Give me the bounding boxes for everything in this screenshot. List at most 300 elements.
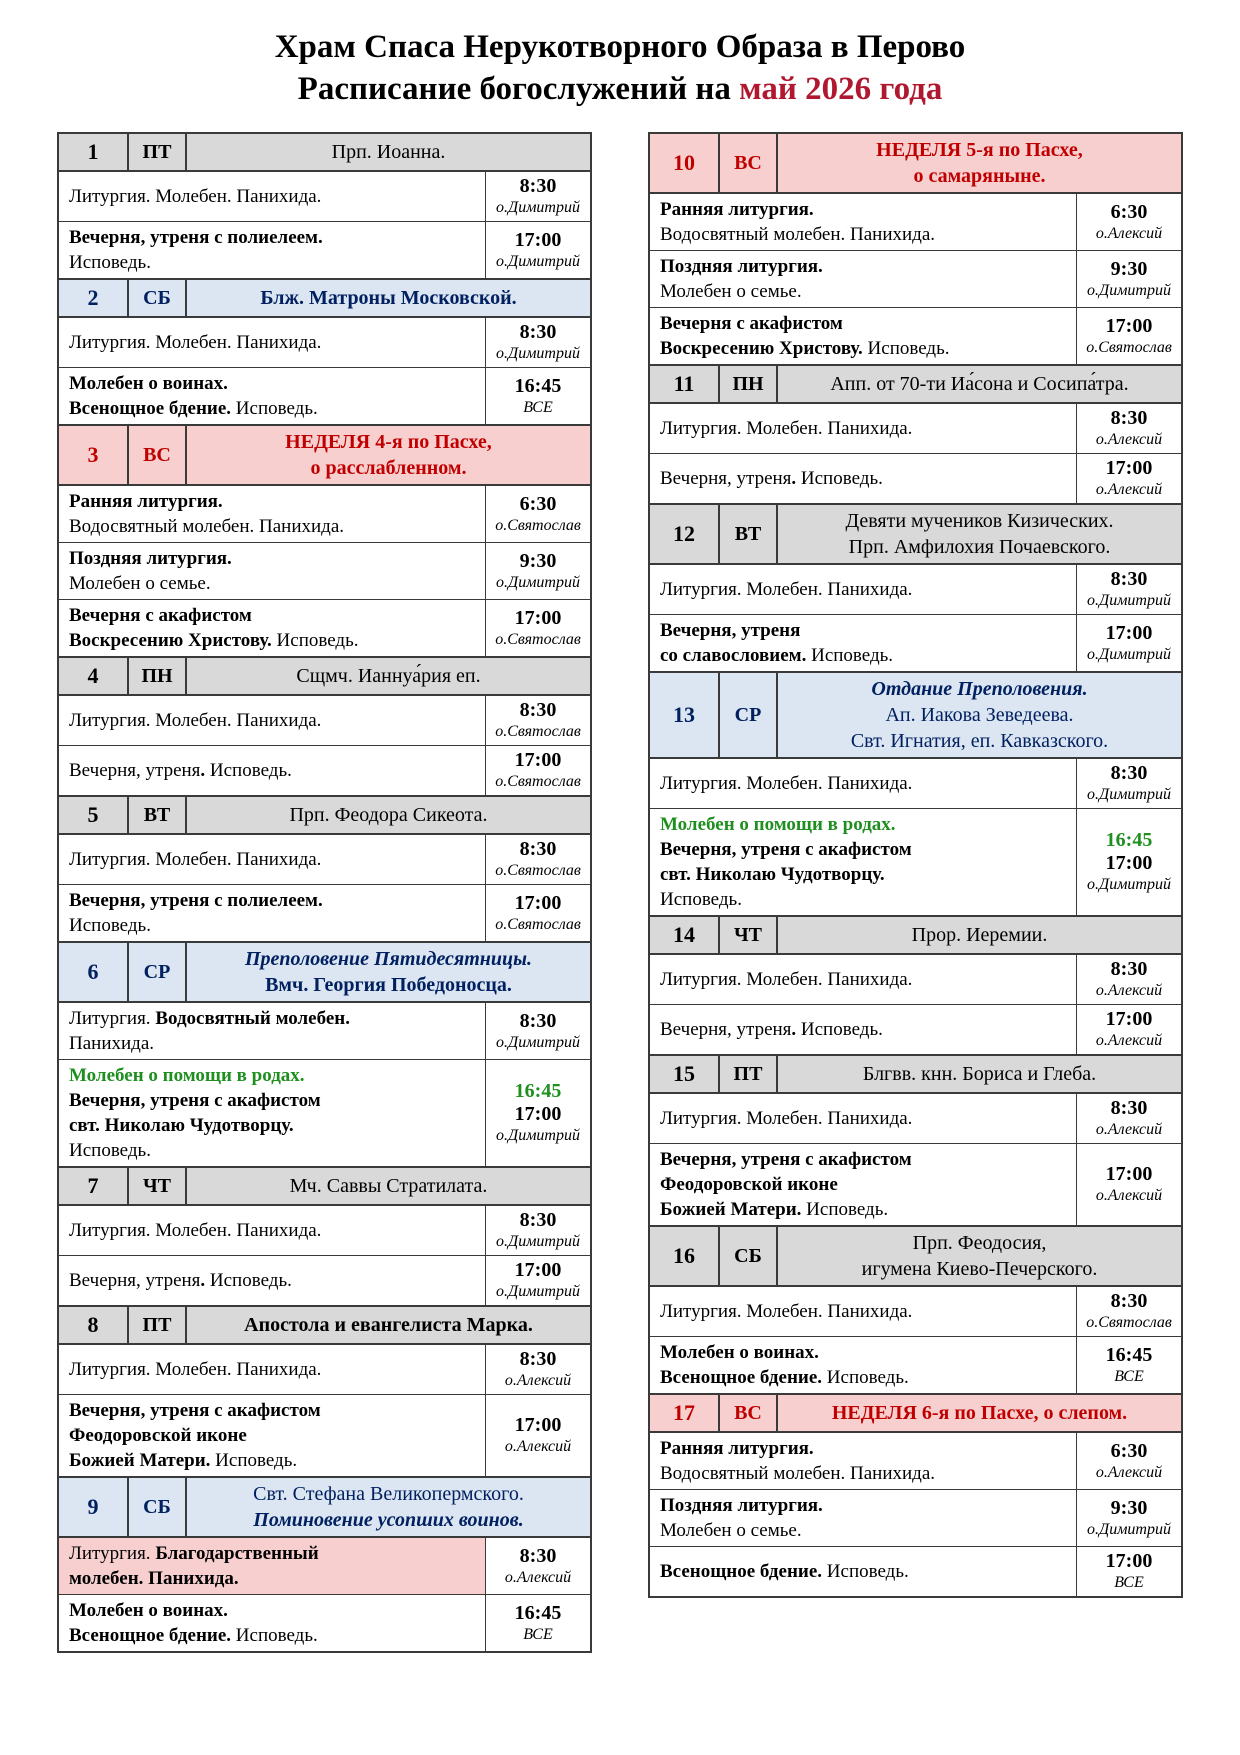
service-text-segment: Божией Матери. [69,1450,211,1471]
service-text-segment: Исповедь. [69,252,151,273]
service-text-segment: Водосвятный молебен. [155,1008,350,1029]
service-desc [59,1345,486,1394]
day-number: 16 [650,1227,720,1285]
service-time-value: 16:45 [514,1601,562,1624]
service-time-value: 8:30 [519,175,557,197]
service-text-segment: Исповедь. [862,338,950,359]
service-text-segment: Всенощное бдение. [660,1561,823,1582]
service-row [59,1003,590,1059]
service-time-value: 17:00 [1105,1008,1153,1030]
feast-line: Девяти мучеников Кизических. [845,510,1114,532]
service-desc [59,318,486,367]
service-desc-line [660,1518,1070,1543]
service-time [486,1345,590,1394]
service-row [59,221,590,278]
day-header [650,505,1181,565]
day-header [650,1395,1181,1433]
service-row [59,1345,590,1394]
service-text-segment: Литургия. [69,1008,156,1029]
feast-line: Прп. Феодосия, [912,1232,1047,1254]
feast-title [187,797,590,833]
service-desc [650,404,1077,453]
service-text-segment: Водосвятный молебен. Панихида. [660,1463,936,1484]
service-desc-line [660,416,1070,441]
service-desc-line [660,1147,1070,1172]
service-desc-line [660,1299,1070,1324]
service-text-segment: Водосвятный молебен. Панихида. [69,516,345,537]
service-text-segment: Молебен о семье. [660,281,802,302]
service-text-segment: Исповедь. [801,1199,889,1220]
service-priest: о.Алексий [1095,431,1163,448]
service-desc [650,1433,1077,1489]
service-row [59,1059,590,1166]
service-text-segment: Вечерня, утреня с полиелеем. [69,227,323,248]
service-desc-line [660,771,1070,796]
day-abbrev: ПТ [720,1056,778,1092]
service-priest: о.Димитрий [1087,1520,1171,1538]
service-text-segment: Вечерня, утреня [69,760,201,781]
day-number: 7 [59,1168,129,1204]
service-desc-line [69,250,479,275]
day-abbrev: ВТ [129,797,187,833]
service-desc-line [660,967,1070,992]
day-abbrev: ПН [720,366,778,402]
service-desc [650,615,1077,671]
service-row [650,955,1181,1004]
service-time-value: 17:00 [1105,852,1153,874]
service-desc-line [69,1566,479,1591]
service-time-value: 6:30 [1110,1439,1148,1462]
service-row [650,614,1181,671]
feast-title [778,1056,1181,1092]
service-text-segment: Исповедь. [271,630,359,651]
service-desc [650,759,1077,808]
service-priest: о.Димитрий [496,252,580,270]
service-row [59,745,590,795]
feast-line: Свт. Стефана Великопермского. [253,1483,524,1505]
day-abbrev: СР [129,943,187,1001]
service-time [1077,1094,1181,1143]
feast-line: НЕДЕЛЯ 4-я по Пасхе, [285,431,492,453]
service-desc-line [660,887,1070,912]
service-time [486,1595,590,1651]
service-text-segment: Исповедь. [806,645,894,666]
service-desc [59,172,486,221]
service-text-segment: Исповедь. [69,1140,151,1161]
service-desc-line [660,1340,1070,1365]
service-desc [59,696,486,745]
service-time-value: 9:30 [1110,257,1148,280]
service-row [59,1206,590,1255]
service-row [650,759,1181,808]
service-priest: о.Димитрий [496,199,580,216]
service-desc-line [69,1623,479,1648]
service-desc-line [69,758,479,783]
day-header [59,943,590,1003]
day-block-7 [57,1166,592,1307]
service-time [1077,194,1181,250]
service-text-segment: Вечерня, утреня с полиелеем. [69,890,323,911]
feast-title [187,1307,590,1343]
service-row [650,250,1181,307]
service-text-segment: Всенощное бдение. [660,1367,823,1388]
service-time [1077,565,1181,614]
service-text-segment: Молебен о воинах. [69,1600,228,1621]
service-text-segment: Исповедь. [796,468,883,489]
day-number: 14 [650,917,720,953]
service-desc [650,251,1077,307]
day-block-2 [57,278,592,426]
feast-title [187,426,590,484]
service-time-value: 8:30 [1110,958,1148,980]
subtitle-prefix: Расписание богослужений на [297,71,740,107]
day-number: 3 [59,426,129,484]
service-desc [650,1005,1077,1054]
feast-line: Отдание Преполовения. [871,678,1088,700]
service-desc [650,194,1077,250]
feast-line: о самаряныне. [913,165,1046,187]
service-desc-line [69,1031,479,1056]
service-text-segment: Панихида. [69,1033,155,1054]
service-desc-line [660,1365,1070,1390]
day-header [59,1307,590,1345]
feast-title [778,673,1181,757]
service-text-segment: Вечерня, утреня [660,468,792,489]
service-text-segment: Вечерня, утреня с акафистом [660,839,912,860]
service-desc [650,809,1077,915]
service-priest: ВСЕ [1114,1367,1144,1385]
service-desc [650,308,1077,364]
feast-line: Преполовение Пятидесятницы. [244,948,533,970]
service-time [1077,1337,1181,1393]
service-desc-line [69,1138,479,1163]
service-text-segment: Вечерня, утреня с акафистом [660,1149,912,1170]
service-time-value: 8:30 [519,699,557,721]
service-text-segment: Всенощное бдение. [69,398,232,419]
service-priest: о.Димитрий [496,573,580,591]
service-desc-line [69,1398,479,1423]
service-desc-line [660,1436,1070,1461]
service-time [486,1538,590,1594]
service-desc-line [69,847,479,872]
service-desc [650,1547,1077,1596]
service-desc-line [660,1172,1070,1197]
service-text-segment: Водосвятный молебен. Панихида. [660,224,936,245]
service-priest: о.Димитрий [1087,876,1171,893]
feast-title [187,1478,590,1536]
feast-line: Прор. Иеремии. [911,924,1048,946]
service-time-value: 17:00 [1105,1163,1153,1185]
service-desc-line [69,708,479,733]
service-text-segment: свт. Николаю Чудотворцу. [660,864,885,885]
day-block-14 [648,915,1183,1056]
service-text-segment: Исповедь. [205,1270,292,1291]
service-desc-line [660,1017,1070,1042]
service-text-segment: Молебен о помощи в родах. [660,814,896,835]
feast-line: НЕДЕЛЯ 6-я по Пасхе, о слепом. [831,1402,1128,1424]
service-desc [59,746,486,795]
day-abbrev: СБ [129,280,187,316]
service-row [59,599,590,656]
service-desc [650,1094,1077,1143]
service-desc-line [69,330,479,355]
service-time [486,222,590,278]
service-desc [59,543,486,599]
service-time-value: 8:30 [1110,1290,1148,1312]
service-desc [59,222,486,278]
service-text-segment: Литургия. Молебен. Панихида. [660,1108,913,1129]
service-priest: о.Димитрий [1087,281,1171,299]
day-number: 8 [59,1307,129,1343]
day-block-10 [648,132,1183,366]
service-text-segment: Литургия. Молебен. Панихида. [69,332,322,353]
service-desc-line [69,1063,479,1088]
service-text-segment: Литургия. [69,1543,156,1564]
service-desc [59,368,486,424]
service-text-segment: Исповедь. [205,760,292,781]
day-abbrev: СБ [129,1478,187,1536]
service-text-segment: Литургия. Молебен. Панихида. [660,579,913,600]
feast-line: Блгвв. кнн. Бориса и Глеба. [862,1063,1097,1085]
day-block-3 [57,424,592,658]
day-block-6 [57,941,592,1168]
day-header [59,280,590,318]
feast-title [778,134,1181,192]
left-column [57,132,592,1653]
page-title [0,26,1240,110]
service-time [486,746,590,795]
day-header [59,426,590,486]
service-row [59,542,590,599]
day-header [650,673,1181,759]
service-desc [650,955,1077,1004]
feast-line: Апостола и евангелиста Марка. [244,1314,533,1336]
service-priest: о.Димитрий [496,1127,580,1144]
day-number: 12 [650,505,720,563]
service-desc-line [660,1493,1070,1518]
service-desc-line [660,197,1070,222]
service-time-value: 16:45 [514,374,562,397]
service-desc [650,565,1077,614]
service-row [650,565,1181,614]
feast-line: Мч. Саввы Стратилата. [289,1175,488,1197]
service-desc-line [69,1357,479,1382]
service-desc [59,1395,486,1476]
service-time-value: 17:00 [514,1414,562,1436]
service-text-segment: Молебен о воинах. [69,373,228,394]
feast-title [187,134,590,170]
service-time [486,486,590,542]
service-priest: о.Алексий [1095,1187,1163,1204]
service-time-value: 8:30 [1110,407,1148,429]
service-time [486,885,590,941]
service-desc-line [69,1448,479,1473]
service-desc-line [660,1461,1070,1486]
service-time-value: 16:45 [1105,829,1153,851]
day-number: 4 [59,658,129,694]
day-abbrev: СР [720,673,778,757]
service-priest: о.Алексий [1095,1121,1163,1138]
service-priest: о.Алексий [1095,481,1163,498]
service-desc-line [69,1218,479,1243]
day-number: 6 [59,943,129,1001]
church-name: Храм Спаса Нерукотворного Образа в Перово [274,29,966,65]
day-header [59,658,590,696]
day-number: 11 [650,366,720,402]
service-priest: о.Алексий [1095,224,1163,242]
schedule-columns [0,110,1240,1653]
service-priest: о.Димитрий [496,1233,580,1250]
service-desc-line [660,254,1070,279]
service-time [486,543,590,599]
service-time-value: 17:00 [514,606,562,629]
service-text-segment: Вечерня с акафистом [660,313,843,334]
service-priest: о.Святослав [495,773,581,790]
feast-title [778,917,1181,953]
service-row [650,404,1181,453]
service-row [59,1538,590,1594]
service-desc [59,835,486,884]
service-row [59,367,590,424]
service-time [1077,454,1181,503]
service-desc-line [660,279,1070,304]
day-number: 15 [650,1056,720,1092]
day-number: 17 [650,1395,720,1431]
service-time-value: 17:00 [1105,1550,1153,1572]
feast-line: Блж. Матроны Московской. [260,287,517,309]
service-priest: о.Димитрий [1087,786,1171,803]
service-time-value: 8:30 [519,1348,557,1370]
day-number: 9 [59,1478,129,1536]
service-text-segment: Феодоровской иконе [660,1174,838,1195]
day-abbrev: ПН [129,658,187,694]
service-time [486,600,590,656]
service-time [1077,1433,1181,1489]
service-desc [59,1595,486,1651]
service-text-segment: Литургия. Молебен. Панихида. [660,418,913,439]
service-priest: ВСЕ [1114,1574,1144,1591]
service-text-segment: Исповедь. [231,398,318,419]
feast-line: Вмч. Георгия Победоносца. [265,974,512,996]
service-time-value: 17:00 [1105,457,1153,479]
service-row [59,1394,590,1476]
day-block-9 [57,1476,592,1653]
feast-title [187,658,590,694]
service-time [1077,1144,1181,1225]
service-desc-line [69,371,479,396]
service-text-segment: Молебен о семье. [69,573,211,594]
service-desc [650,1337,1077,1393]
service-desc-line [69,546,479,571]
service-time-value: 8:30 [519,1544,557,1567]
service-time [486,696,590,745]
service-row [59,318,590,367]
service-priest: о.Святослав [495,862,581,879]
day-abbrev: ЧТ [720,917,778,953]
service-row [59,696,590,745]
service-time [486,1256,590,1305]
service-text-segment: Вечерня, утреня с акафистом [69,1090,321,1111]
service-desc-line [69,514,479,539]
service-text-segment: Исповедь. [231,1625,318,1646]
service-time-value: 17:00 [1105,621,1153,644]
service-text-segment: Исповедь. [822,1561,909,1582]
service-text-segment: Ранняя литургия. [69,491,223,512]
service-desc-line [660,311,1070,336]
service-row [650,1094,1181,1143]
day-header [650,134,1181,194]
service-text-segment: Молебен о воинах. [660,1342,819,1363]
service-time-value: 16:45 [1105,1343,1153,1366]
schedule-subtitle [0,68,1240,110]
day-block-8 [57,1305,592,1478]
service-time-value: 9:30 [1110,1496,1148,1519]
service-time-value: 6:30 [1110,200,1148,223]
service-desc [59,486,486,542]
day-abbrev: ЧТ [129,1168,187,1204]
service-desc-line [660,1197,1070,1222]
service-text-segment: Божией Матери. [660,1199,802,1220]
feast-title [778,1395,1181,1431]
service-desc-line [69,1088,479,1113]
service-time [1077,1287,1181,1336]
service-desc-line [69,1113,479,1138]
service-desc-line [69,225,479,250]
service-desc-line [660,643,1070,668]
day-abbrev: ПТ [129,134,187,170]
service-text-segment: Литургия. Молебен. Панихида. [69,710,322,731]
service-desc-line [69,628,479,653]
service-text-segment: . [200,1270,206,1291]
service-desc-line [69,1541,479,1566]
service-text-segment: . [791,1019,797,1040]
service-time [1077,1547,1181,1596]
service-text-segment: . [791,468,797,489]
feast-title [778,1227,1181,1285]
service-row [59,172,590,221]
service-row [59,1594,590,1651]
service-desc-line [660,577,1070,602]
service-text-segment: Литургия. Молебен. Панихида. [69,186,322,207]
feast-line: Ап. Иакова Зеведеева. [885,704,1074,726]
day-block-17 [648,1393,1183,1598]
service-desc-line [69,1423,479,1448]
service-row [650,1546,1181,1596]
service-text-segment: Вечерня, утреня с акафистом [69,1400,321,1421]
feast-line: о расслабленном. [310,457,467,479]
day-block-13 [648,671,1183,917]
service-desc [59,1206,486,1255]
service-desc-line [660,336,1070,361]
service-text-segment: Молебен о помощи в родах. [69,1065,305,1086]
feast-line: НЕДЕЛЯ 5-я по Пасхе, [876,139,1083,161]
service-time-value: 8:30 [519,1009,557,1032]
service-desc-line [69,489,479,514]
service-text-segment: Литургия. Молебен. Панихида. [69,849,322,870]
day-block-15 [648,1054,1183,1227]
service-desc-line [660,222,1070,247]
service-row [650,1433,1181,1489]
service-priest: о.Алексий [504,1438,572,1455]
service-time [486,368,590,424]
service-desc-line [69,1598,479,1623]
feast-line: Сщмч. Ианнуа́рия еп. [296,665,481,687]
day-header [59,1168,590,1206]
service-priest: о.Алексий [1095,1463,1163,1481]
service-desc-line [660,618,1070,643]
feast-line: Апп. от 70-ти Иа́сона и Сосипа́тра. [830,373,1129,395]
day-number: 10 [650,134,720,192]
